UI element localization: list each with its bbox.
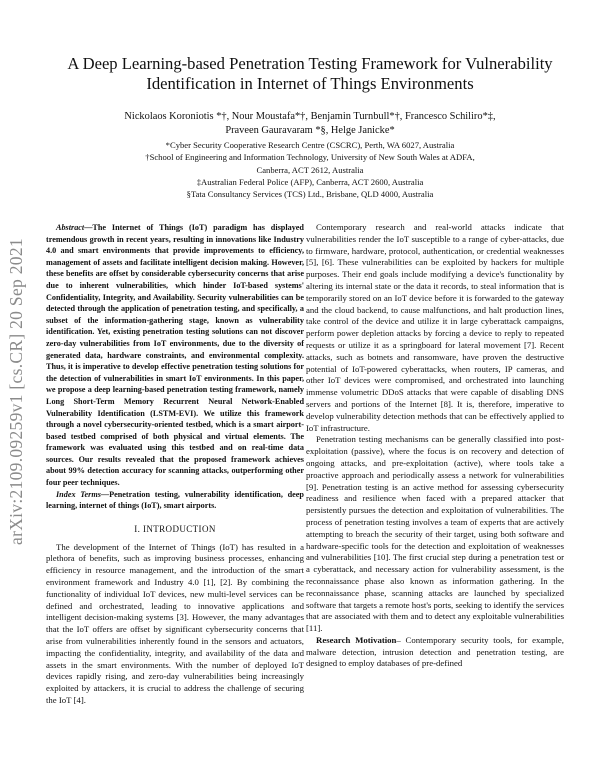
right-column (306, 222, 564, 670)
affiliations (60, 139, 560, 200)
paper-title: A Deep Learning-based Penetration Testing Framework for Vulnerability Identification in Internet of Things Environments (67, 54, 553, 93)
research-motivation-label: Research Motivation (316, 634, 397, 645)
intro-paragraph-3: Penetration testing mechanisms can be generally classified into post-exploitation (passive), where the focus is on recovery and detection of ongoing attacks, and pre-exploitation (active), where tools take a proactive approach and periodically assess a network for vulnerabilities [9]. Penetration testing is an active method for assessing cybersecurity readiness and resilience when faced with a prepared attacker that persistently pursues the detection and exploitation of vulnerabilities. The process of penetration testing involves a team of experts that are actively attempting to breach the security of their target, using both software and hardware-specific tools for the detection and exploitation of weaknesses and vulnerabilities [10]. The first crucial step during a penetration test or a cyberattack, and necessary action for vulnerability assessment, is the reconnaissance phase also known as information gathering. In the reconnaissance phase, scanning attacks are launched by specialized software that targets a remote host's ports, seeking to identify the services that are associated with them and to detect any exploitable vulnerabilities [11]. (306, 434, 564, 634)
index-terms (46, 489, 304, 512)
section-heading-introduction: I. INTRODUCTION (134, 523, 216, 534)
index-terms-label: Index Terms (56, 489, 101, 499)
abstract-text: —The Internet of Things (IoT) paradigm has displayed tremendous growth in recent years, resulting in innovations like Industry 4.0 and smart environments that provide improvements to efficiency, management of assets and facilitate intelligent decision making. However, these benefits are offset by considerable cybersecurity concerns that arise due to inherent vulnerabilities, which hinder IoT-based systems' Confidentiality, Integrity, and Availability. Security vulnerabilities can be detected through the application of penetration testing, and specifically, a subset of the information-gathering stage, known as vulnerability identification. Yet, existing penetration testing solutions can not discover zero-day vulnerabilities from IoT environments, due to the diversity of generated data, hardware constraints, and environmental complexity. Thus, it is imperative to develop effective penetration testing solutions for the detection of vulnerabilities in smart IoT environments. In this paper, we propose a deep learning-based penetration testing framework, namely Long Short-Term Memory Recurrent Neural Network-Enabled Vulnerability Identification (LSTM-EVI). We utilize this framework through a novel cybersecurity-oriented testbed, which is a smart airport-based testbed comprised of both physical and virtual elements. The framework was evaluated using this testbed and on real-time data sources. Our results revealed that the proposed framework achieves about 99% detection accuracy for scanning attacks, outperforming other four peer techniques. (46, 223, 304, 488)
index-terms-text: —Penetration testing, vulnerability identification, deep learning, internet of things (IoT), smart airports. (46, 489, 304, 511)
authors-line-1: Nickolaos Koroniotis *†, Nour Moustafa*†, Benjamin Turnbull*†, Francesco Schiliro*‡, (124, 111, 496, 122)
affiliation-tcs: §Tata Consultancy Services (TCS) Ltd., Brisbane, QLD 4000, Australia (186, 189, 434, 200)
affiliation-unsw: †School of Engineering and Information Technology, University of New South Wales at ADFA, (145, 152, 475, 163)
intro-paragraph-2: Contemporary research and real-world attacks indicate that vulnerabilities render the IoT susceptible to a range of cyber-attacks, due to firmware, hardware, protocol, authentication, or credential weaknesses [5], [6]. These vulnerabilities can be exploited by hackers for multiple purposes. Their end goals include modifying a device's functionality by altering its internal state or the data it records, to steal information that is temporarily stored on an IoT device before it is forwarded to the gateway and the cloud backend, to cause malfunctions, and halt production lines, take control of the device and utilize it in large cyberattack campaigns, perform power depletion attacks by forcing a device to reply to repeated requests or utilize it as a springboard for lateral movement [7]. Recent attacks, such as botnets and ransomware, have proven the destructive potential of IoT-powered cyberattacks, when routers, IP cameras, and other IoT devices were compromised, and orchestrated into launching immense volumetric DDoS attacks that were capable of disabling DNS servers and portions of the Internet [8]. It is, therefore, imperative to develop vulnerability detection methods that can be effectively applied to IoT infrastructure. (306, 222, 564, 433)
intro-paragraph-1: The development of the Internet of Things (IoT) has resulted in a plethora of benefits, such as improving business processes, enhancing efficiency in resource management, and the introduction of the smart environment framework and Industry 4.0 [1], [2]. By combining the functionality of individual IoT devices, new multi-level services can be defined and orchestrated, leading to innovative applications and intelligent decision-making systems [3]. However, the many advantages that the IoT offers are offset by significant cybersecurity concerns that arise from vulnerabilities inherently found in the sensors and actuators, impacting the confidentiality, integrity, and availability of the data and assets in the smart environments. With the number of deployed IoT devices rapidly rising, and zero-day vulnerabilities being increasingly exploited by attackers, it is crucial to address the challenge of securing the IoT [4]. (46, 541, 304, 705)
affiliation-unsw-cont: Canberra, ACT 2612, Australia (256, 164, 364, 175)
author-list (60, 110, 560, 138)
affiliation-cscrc: *Cyber Security Cooperative Research Centre (CSCRC), Perth, WA 6027, Australia (165, 140, 455, 150)
left-column (46, 222, 304, 707)
abstract-label: Abstract (56, 223, 85, 232)
arxiv-identifier: arXiv:2109.09259v1 [cs.CR] 20 Sep 2021 (6, 238, 26, 546)
abstract (46, 222, 304, 489)
research-motivation-text: – Contemporary security tools, for example, malware detection, intrusion detection and penetration testing, are designed to employ databases of pre-defined (306, 634, 564, 669)
research-motivation-paragraph (306, 635, 564, 670)
authors-line-2: Praveen Gauravaram *§, Helge Janicke* (225, 125, 395, 136)
affiliation-afp: ‡Australian Federal Police (AFP), Canberra, ACT 2600, Australia (196, 176, 424, 187)
